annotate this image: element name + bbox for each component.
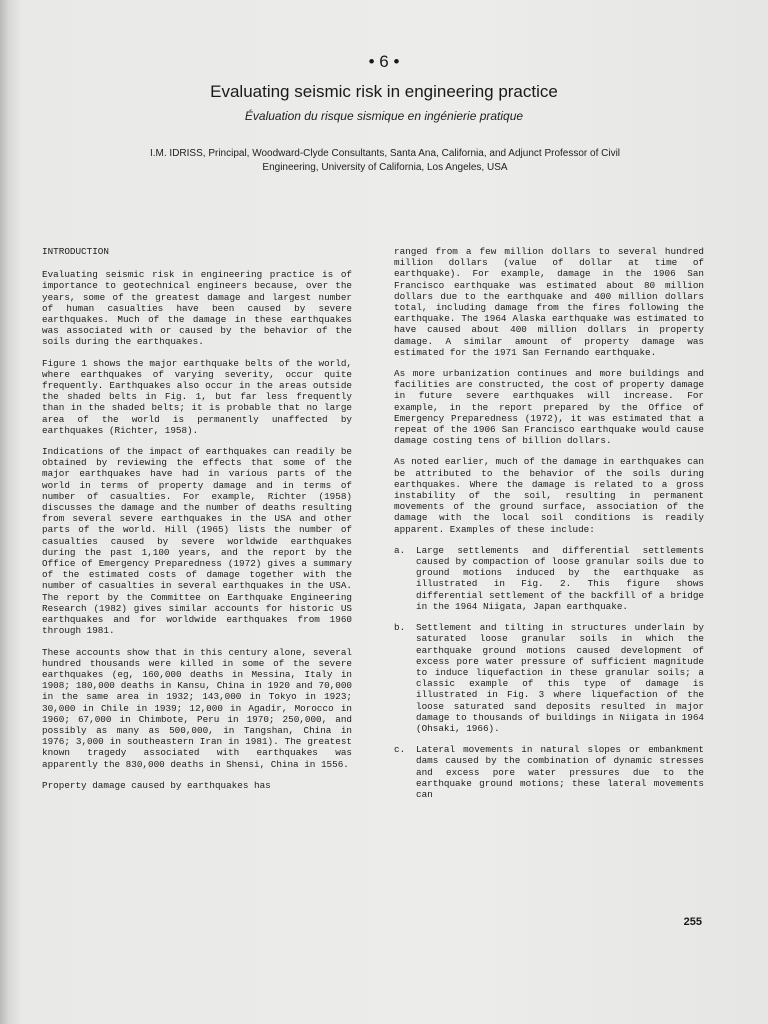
list-item: [394, 545, 704, 612]
list-text: Settlement and tilting in structures underlain by saturated loose granular soils in which the earthquake ground motions caused development of excess pore water pressure of sufficient magnitude to induce liquefaction in these granular soils; a classic example of this type of damage is illustrated in Fig. 3 where liquefaction of the loose saturated sand deposits resulted in major damage to thousands of buildings in Niigata in 1964 (Ohsaki, 1966).: [416, 622, 704, 734]
list-text: Lateral movements in natural slopes or embankment dams caused by the combination of dynamic stresses and excess pore water pressures due to the earthquake ground motions; these lateral movements can: [416, 744, 704, 800]
paragraph: As more urbanization continues and more buildings and facilities are constructed, the cost of property damage in future severe earthquakes will increase. For example, in the report prepared by the Office of Emergency Preparedness (1972), it was estimated that a repeat of the 1906 San Francisco earthquake would cause damage costing tens of billion dollars.: [394, 368, 704, 447]
paragraph: Evaluating seismic risk in engineering practice is of importance to geotechnical engineers because, over the years, some of the greatest damage and largest number of human casualties have been caused by severe earthquakes. Much of the damage in these earthquakes was associated with or caused by the behavior of the soils during the earthquakes.: [42, 269, 352, 348]
list-text: Large settlements and differential settlements caused by compaction of loose granular soils due to ground motions induced by the earthquake as illustrated in Fig. 2. This figure shows differential settlement of the backfill of a bridge in the 1964 Niigata, Japan earthquake.: [416, 544, 704, 612]
list-label: a.: [394, 544, 406, 556]
left-column: [42, 246, 352, 801]
section-heading-introduction: INTRODUCTION: [42, 246, 109, 257]
page-number: 255: [683, 916, 702, 928]
paragraph: As noted earlier, much of the damage in earthquakes can be attributed to the behavior of the soils during earthquakes. Where the damage is related to a gross instability of the soil, resulting in permanent movements of the ground surface, association of the damage with the local soil conditions is readily apparent. Examples of these include:: [394, 456, 704, 535]
paper-title: Evaluating seismic risk in engineering practice: [210, 82, 558, 101]
list-label: c.: [394, 744, 406, 756]
chapter-number: • 6 •: [368, 52, 400, 71]
paragraph: Indications of the impact of earthquakes can readily be obtained by reviewing the effects that some of the major earthquakes have had in various parts of the world in terms of property damage and in terms of number of casualties. For example, Richter (1958) discusses the damage and the number of deaths resulting from several severe earthquakes in the USA and other parts of the world. Hill (1965) lists the number of casualties caused by severe worldwide earthquakes during the past 1,100 years, and the report by the Office of Emergency Preparedness (1972) gives a summary of the estimated costs of damage together with the number of casualties in several earthquakes in the USA. The report by the Committee on Earthquake Engineering Research (1982) gives similar accounts for historic US earthquakes and for worldwide earthquakes from 1960 through 1981.: [42, 446, 352, 637]
paper-subtitle: Évaluation du risque sismique en ingénierie pratique: [244, 109, 524, 123]
author-line-2: Engineering, University of California, Los Angeles, USA: [262, 162, 508, 173]
right-column: [394, 246, 704, 810]
paragraph: Figure 1 shows the major earthquake belts of the world, where earthquakes of varying severity, occur quite frequently. Earthquakes also occur in the areas outside the shaded belts in Fig. 1, but far less frequently than in the shaded belts; it is probable that no large area of the world is permanently unaffected by earthquakes (Richter, 1958).: [42, 357, 352, 436]
author-affiliation: [80, 147, 690, 175]
author-line-1: I.M. IDRISS, Principal, Woodward-Clyde Consultants, Santa Ana, California, and Adjunct Professor of Civil: [149, 148, 621, 159]
paragraph: Property damage caused by earthquakes has: [42, 779, 271, 791]
list-label: b.: [394, 622, 406, 634]
list-item: [394, 744, 704, 800]
list-item: [394, 622, 704, 734]
paragraph: These accounts show that in this century alone, several hundred thousands were killed in some of the severe earthquakes (eg, 160,000 deaths in Messina, Italy in 1908; 180,000 deaths in Kansu, China in 1920 and 70,000 in the same area in 1932; 143,000 in Tokyo in 1923; 30,000 in Chile in 1939; 12,000 in Agadir, Morocco in 1960; 67,000 in Chimbote, Peru in 1970; 250,000, and possibly as many as 500,000, in Tangshan, China in 1976; 3,000 in southeastern Iran in 1981). The greatest known tragedy associated with earthquakes was apparently the 830,000 deaths in Shensi, China in 1556.: [42, 646, 352, 770]
paragraph: ranged from a few million dollars to several hundred million dollars (value of dollar at time of earthquake). For example, damage in the 1906 San Francisco earthquake was estimated about 80 million dollars due to the earthquake and 400 million dollars total, including damage from the fires following the earthquake. The 1964 Alaska earthquake was estimated to have caused about 400 million dollars in property damage. A similar amount of property damage was estimated for the 1971 San Fernando earthquake.: [394, 246, 704, 358]
